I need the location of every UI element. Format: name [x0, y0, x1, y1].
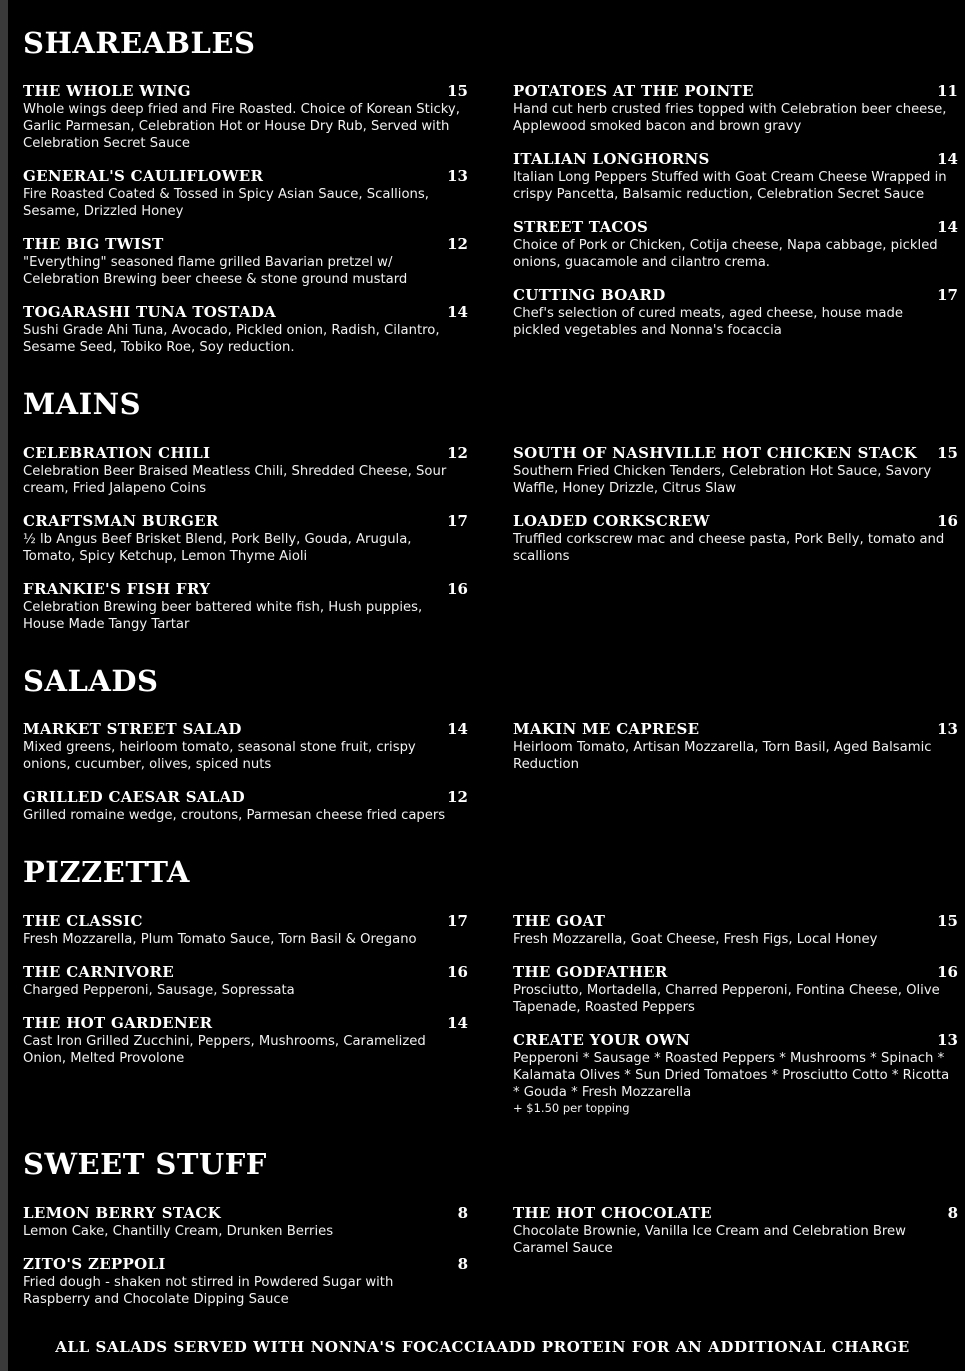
item-price: 13	[447, 167, 468, 185]
item-description: ½ lb Angus Beef Brisket Blend, Pork Belly, Gouda, Arugula, Tomato, Spicy Ketchup, Lemon Thyme Aioli	[23, 532, 412, 564]
item-description: Fresh Mozzarella, Plum Tomato Sauce, Torn Basil & Oregano	[23, 932, 417, 947]
item-note: + $1.50 per topping	[513, 1101, 630, 1115]
item-name: THE HOT GARDENER	[23, 1014, 213, 1032]
menu-item	[513, 149, 958, 203]
section-title-sweet-stuff: SWEET STUFF	[23, 1147, 267, 1181]
item-name: POTATOES AT THE POINTE	[513, 82, 754, 100]
item-price: 11	[937, 82, 958, 100]
item-price: 13	[937, 1031, 958, 1049]
item-description: Fried dough - shaken not stirred in Powdered Sugar with Raspberry and Chocolate Dipping Sauce	[23, 1275, 394, 1307]
item-price: 15	[937, 444, 958, 462]
item-name: THE GODFATHER	[513, 963, 668, 981]
menu-item	[23, 1013, 468, 1067]
item-price: 16	[447, 963, 468, 981]
item-description: Italian Long Peppers Stuffed with Goat Cream Cheese Wrapped in crispy Pancetta, Balsamic reduction, Celebration Secret Sauce	[513, 170, 947, 202]
item-price: 16	[447, 580, 468, 598]
item-price: 14	[447, 720, 468, 738]
item-price: 14	[937, 218, 958, 236]
item-name: LEMON BERRY STACK	[23, 1204, 221, 1222]
item-description: Lemon Cake, Chantilly Cream, Drunken Berries	[23, 1224, 334, 1239]
item-price: 15	[447, 82, 468, 100]
menu-item	[23, 1254, 468, 1308]
menu-item	[23, 443, 468, 497]
item-description: Truffled corkscrew mac and cheese pasta, Pork Belly, tomato and scallions	[513, 532, 945, 564]
item-price: 14	[447, 303, 468, 321]
item-description: Heirloom Tomato, Artisan Mozzarella, Torn Basil, Aged Balsamic Reduction	[513, 740, 932, 772]
item-description: Charged Pepperoni, Sausage, Sopressata	[23, 983, 295, 998]
menu-item	[513, 81, 958, 135]
menu-item	[513, 911, 958, 948]
item-name: THE HOT CHOCOLATE	[513, 1204, 712, 1222]
item-price: 8	[947, 1204, 958, 1222]
item-name: LOADED CORKSCREW	[513, 512, 710, 530]
item-name: ITALIAN LONGHORNS	[513, 150, 710, 168]
section-title-pizzetta: PIZZETTA	[23, 855, 190, 889]
item-description: Pepperoni * Sausage * Roasted Peppers * Mushrooms * Spinach * Kalamata Olives * Sun Dried Tomatoes * Prosciutto Cotto * Ricotta * Gouda * Fresh Mozzarella	[513, 1051, 950, 1100]
section-title-salads: SALADS	[23, 664, 159, 698]
menu-item	[23, 1203, 468, 1240]
item-name: SOUTH OF NASHVILLE HOT CHICKEN STACK	[513, 444, 917, 462]
item-price: 16	[937, 512, 958, 530]
menu-item	[23, 962, 468, 999]
item-price: 12	[447, 788, 468, 806]
menu-item	[513, 719, 958, 773]
menu-item	[513, 217, 958, 271]
item-name: CRAFTSMAN BURGER	[23, 512, 219, 530]
item-description: Whole wings deep fried and Fire Roasted. Choice of Korean Sticky, Garlic Parmesan, Celebration Hot or House Dry Rub, Served with Celebration Secret Sauce	[23, 102, 460, 151]
item-name: THE BIG TWIST	[23, 235, 164, 253]
item-name: THE WHOLE WING	[23, 82, 191, 100]
menu-item	[513, 1030, 958, 1116]
item-description: Grilled romaine wedge, croutons, Parmesan cheese fried capers	[23, 808, 446, 823]
menu-item	[513, 1203, 958, 1257]
item-description: Chocolate Brownie, Vanilla Ice Cream and Celebration Brew Caramel Sauce	[513, 1224, 906, 1256]
item-name: MARKET STREET SALAD	[23, 720, 242, 738]
item-price: 17	[447, 512, 468, 530]
item-description: Cast Iron Grilled Zucchini, Peppers, Mushrooms, Caramelized Onion, Melted Provolone	[23, 1034, 426, 1066]
item-price: 15	[937, 912, 958, 930]
item-price: 13	[937, 720, 958, 738]
item-description: Prosciutto, Mortadella, Charred Pepperoni, Fontina Cheese, Olive Tapenade, Roasted Peppers	[513, 983, 940, 1015]
item-name: STREET TACOS	[513, 218, 649, 236]
item-price: 12	[447, 235, 468, 253]
item-name: GENERAL'S CAULIFLOWER	[23, 167, 264, 185]
item-name: TOGARASHI TUNA TOSTADA	[23, 303, 277, 321]
item-description: Chef's selection of cured meats, aged cheese, house made pickled vegetables and Nonna's focaccia	[513, 306, 903, 338]
item-description: Choice of Pork or Chicken, Cotija cheese, Napa cabbage, pickled onions, guacamole and cilantro crema.	[513, 238, 938, 270]
item-name: ZITO'S ZEPPOLI	[23, 1255, 166, 1273]
menu-item	[23, 787, 468, 824]
menu-item	[513, 443, 958, 497]
item-description: Sushi Grade Ahi Tuna, Avocado, Pickled onion, Radish, Cilantro, Sesame Seed, Tobiko Roe, Soy reduction.	[23, 323, 440, 355]
item-description: Fresh Mozzarella, Goat Cheese, Fresh Figs, Local Honey	[513, 932, 878, 947]
item-description: Fire Roasted Coated & Tossed in Spicy Asian Sauce, Scallions, Sesame, Drizzled Honey	[23, 187, 429, 219]
item-price: 17	[447, 912, 468, 930]
menu-item	[513, 962, 958, 1016]
item-description: "Everything" seasoned flame grilled Bavarian pretzel w/ Celebration Brewing beer cheese & stone ground mustard	[23, 255, 408, 287]
menu-item	[513, 285, 958, 339]
item-price: 8	[457, 1204, 468, 1222]
item-name: FRANKIE'S FISH FRY	[23, 580, 211, 598]
item-price: 12	[447, 444, 468, 462]
item-description: Celebration Beer Braised Meatless Chili, Shredded Cheese, Sour cream, Fried Jalapeno Coins	[23, 464, 447, 496]
item-description: Celebration Brewing beer battered white fish, Hush puppies, House Made Tangy Tartar	[23, 600, 423, 632]
item-price: 14	[447, 1014, 468, 1032]
item-name: CREATE YOUR OWN	[513, 1031, 691, 1049]
menu-item	[23, 579, 468, 633]
item-price: 8	[457, 1255, 468, 1273]
item-description: Southern Fried Chicken Tenders, Celebration Hot Sauce, Savory Waffle, Honey Drizzle, Citrus Slaw	[513, 464, 932, 496]
section-title-mains: MAINS	[23, 387, 142, 421]
item-price: 17	[937, 286, 958, 304]
section-title-shareables: SHAREABLES	[23, 26, 256, 60]
menu-item	[23, 234, 468, 288]
footer-note: ALL SALADS SERVED WITH NONNA'S FOCACCIAADD PROTEIN FOR AN ADDITIONAL CHARGE	[55, 1338, 910, 1356]
menu-item	[513, 511, 958, 565]
item-price: 16	[937, 963, 958, 981]
item-name: THE CARNIVORE	[23, 963, 174, 981]
item-description: Hand cut herb crusted fries topped with Celebration beer cheese, Applewood smoked bacon and brown gravy	[513, 102, 947, 134]
item-name: GRILLED CAESAR SALAD	[23, 788, 245, 806]
item-price: 14	[937, 150, 958, 168]
menu-item	[23, 166, 468, 220]
item-name: THE CLASSIC	[23, 912, 143, 930]
menu-item	[23, 302, 468, 356]
item-name: CUTTING BOARD	[513, 286, 666, 304]
menu-item	[23, 81, 468, 152]
left-edge-strip	[0, 0, 8, 1371]
menu-item	[23, 911, 468, 948]
item-name: CELEBRATION CHILI	[23, 444, 211, 462]
item-name: MAKIN ME CAPRESE	[513, 720, 700, 738]
menu-item	[23, 719, 468, 773]
item-name: THE GOAT	[513, 912, 606, 930]
item-description: Mixed greens, heirloom tomato, seasonal stone fruit, crispy onions, cucumber, olives, spiced nuts	[23, 740, 416, 772]
menu-item	[23, 511, 468, 565]
